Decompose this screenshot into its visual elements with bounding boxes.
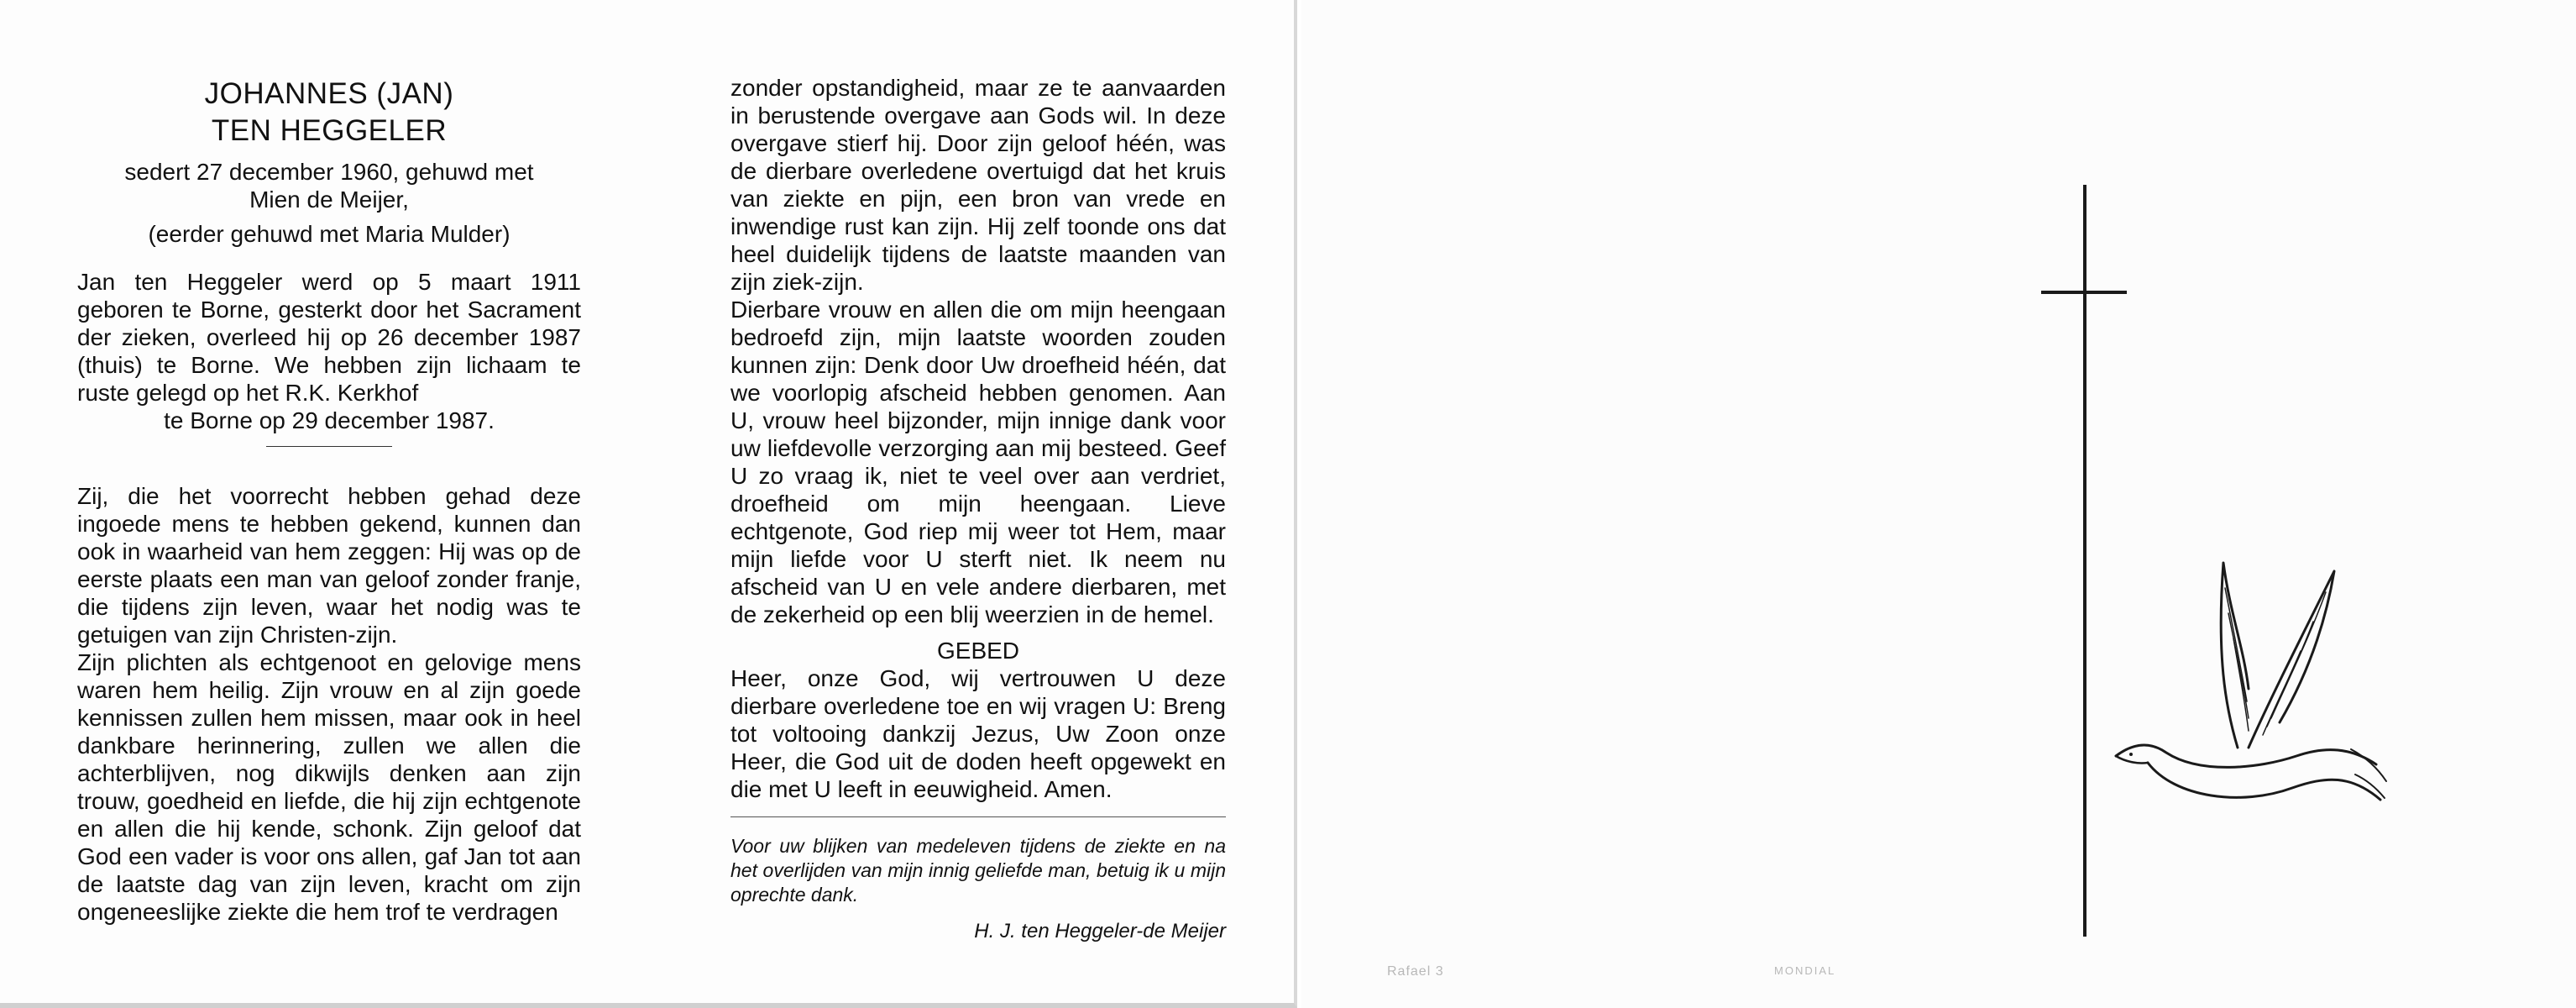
deceased-name-first: JOHANNES (JAN): [204, 77, 454, 110]
dove-icon: [2099, 554, 2401, 840]
deceased-name-last: TEN HEGGELER: [211, 114, 448, 147]
earlier-married-line: (eerder gehuwd met Maria Mulder): [148, 221, 510, 247]
printer-mark-left: Rafael 3: [1387, 964, 1444, 979]
cross-bar: [2041, 291, 2127, 294]
married-line-1: sedert 27 december 1960, gehuwd met: [124, 159, 534, 185]
signature: H. J. ten Heggeler-de Meijer: [974, 920, 1226, 942]
left-text-column: [77, 0, 581, 926]
acknowledgement-text: Voor uw blijken van medeleven tijdens de ziekte en na het overlijden van mijn innig geliefde man, betuig ik u mijn oprechte dank.: [730, 835, 1226, 906]
cross-icon: [2083, 185, 2086, 937]
married-line-2: Mien de Meijer,: [249, 186, 409, 213]
right-text-column: [730, 0, 1226, 944]
prayer-heading: GEBED: [936, 638, 1020, 664]
bio-last-line: te Borne op 29 december 1987.: [164, 407, 495, 433]
bio-paragraph: Jan ten Heggeler werd op 5 maart 1911 geboren te Borne, gesterkt door het Sacrament der zieken, overleed hij op 26 december 1987 (thuis) te Borne. We hebben zijn lichaam te ruste gelegd op het R.K. Kerkhof: [77, 269, 581, 406]
cover-card: [1301, 0, 2576, 1008]
printer-mark-right: MONDIAL: [1774, 964, 1836, 977]
continuation-paragraph: zonder opstandigheid, maar ze te aanvaarden in berustende overgave aan Gods wil. In deze overgave stierf hij. Door zijn geloof héén, was de dierbare overledene overtuigd dat het kruis van ziekte en pijn, een bron van vrede en inwendige rust kan zijn. Hij zelf toonde ons dat heel duidelijk tijdens de laatste maanden van zijn ziek-zijn.: [730, 75, 1226, 295]
prayer-paragraph: Heer, onze God, wij vertrouwen U deze dierbare overledene toe en wij vragen U: Breng tot voltooing dankzij Jezus, Uw Zoon onze Heer, die God uit de doden heeft opgewekt en die met U leeft in eeuwigheid. Amen.: [730, 665, 1226, 802]
last-words-paragraph: Dierbare vrouw en allen die om mijn heengaan bedroefd zijn, mijn laatste woorden zouden kunnen zijn: Denk door Uw droefheid héén, dat we voorlopig afscheid hebben genomen. Aan U, vrouw heel bijzonder, mijn innige dank voor uw liefdevolle verzorging aan mij besteed. Geef U zo vraag ik, niet te veel over aan verdriet, droefheid om mijn heengaan. Lieve echtgenote, God riep mij weer tot Hem, maar mijn liefde voor U sterft niet. Ik neem nu afscheid van U en vele andere dierbaren, met de zekerheid op een blij weerzien in de hemel.: [730, 297, 1226, 627]
tribute-paragraph-1: Zij, die het voorrecht hebben gehad deze ingoede mens te hebben gekend, kunnen dan ook in waarheid van hem zeggen: Hij was op de eerste plaats een man van geloof zonder franje, die tijdens zijn leven, waar het nodig was te getuigen van zijn Christen-zijn.: [77, 483, 581, 648]
tribute-paragraph-2: Zijn plichten als echtgenoot en gelovige mens waren hem heilig. Zijn vrouw en al zijn goede kennissen zullen hem missen, maar ook in heel dankbare herinnering, zullen we allen die achterblijven, nog dikwijls denken aan zijn trouw, goedheid en liefde, die hij zijn echtgenote en allen die hij kende, schonk. Zijn geloof dat God een vader is voor ons allen, gaf Jan tot aan de laatste dag van zijn leven, kracht om zijn ongeneeslijke ziekte die hem trof te verdragen: [77, 649, 581, 925]
